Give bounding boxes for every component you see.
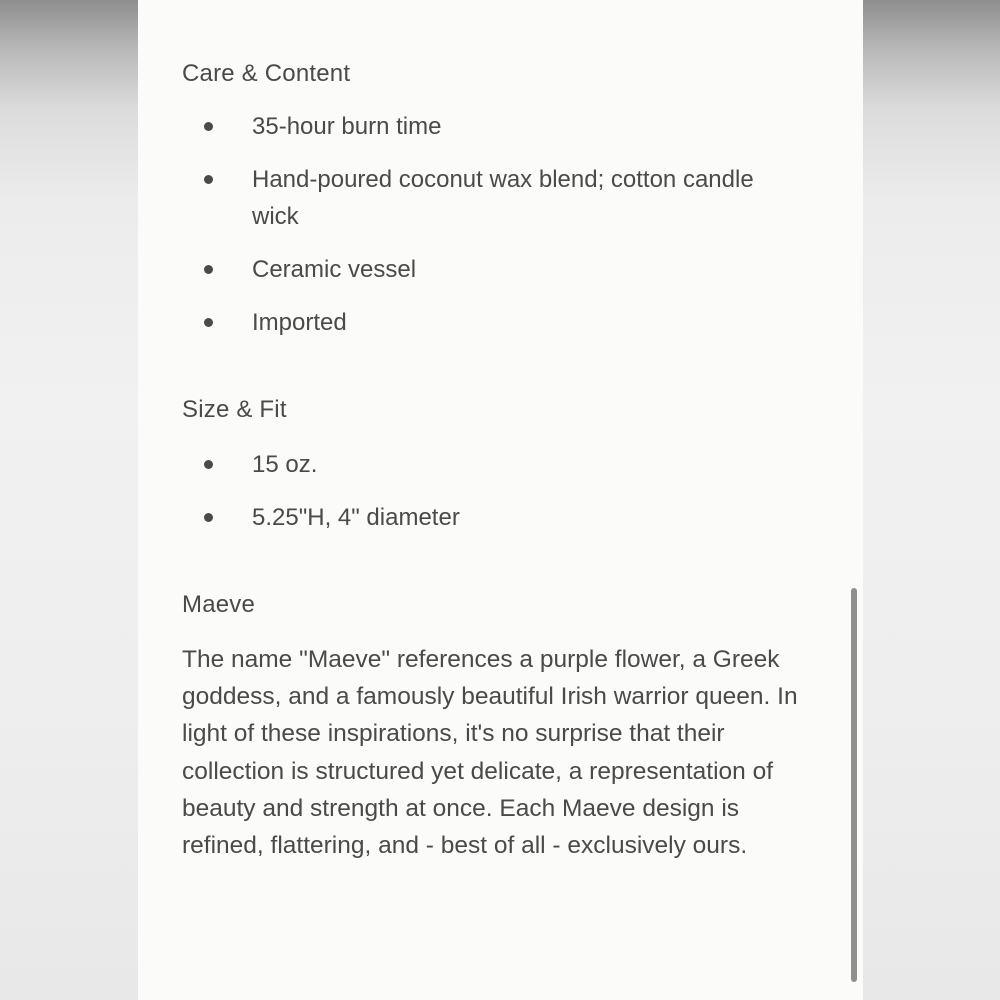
size-list-item-weight [138,446,863,483]
bullet-icon [204,175,213,184]
scrollbar-thumb[interactable] [851,588,857,982]
product-details-panel [138,0,863,1000]
care-content-list [138,108,863,357]
bullet-icon [204,513,213,522]
size-fit-list [138,446,863,552]
bullet-icon [204,460,213,469]
care-item-text: Hand-poured coconut wax blend; cotton candle wick [252,166,754,230]
care-list-item-burn-time [138,108,863,145]
size-item-text: 5.25"H, 4" diameter [252,504,460,531]
care-item-text: Ceramic vessel [252,256,417,283]
care-item-text: Imported [252,309,347,336]
care-list-item-imported [138,304,863,341]
brand-heading: Maeve [182,591,256,618]
bullet-icon [204,122,213,131]
size-list-item-dimensions [138,499,863,536]
bullet-icon [204,318,213,327]
care-item-text: 35-hour burn time [252,113,442,140]
care-list-item-vessel [138,251,863,288]
brand-description: The name "Maeve" references a purple flower, a Greek goddess, and a famously beautiful Irish warrior queen. In light of these inspirations, it's no surprise that their collection is structured yet delicate, a representation of beauty and strength at once. Each Maeve design is refined, flattering, and - best of all - exclusively ours. [182,646,798,860]
bullet-icon [204,265,213,274]
care-list-item-wax [138,161,863,235]
care-content-heading: Care & Content [182,60,351,87]
size-item-text: 15 oz. [252,451,318,478]
size-fit-heading: Size & Fit [182,396,287,423]
